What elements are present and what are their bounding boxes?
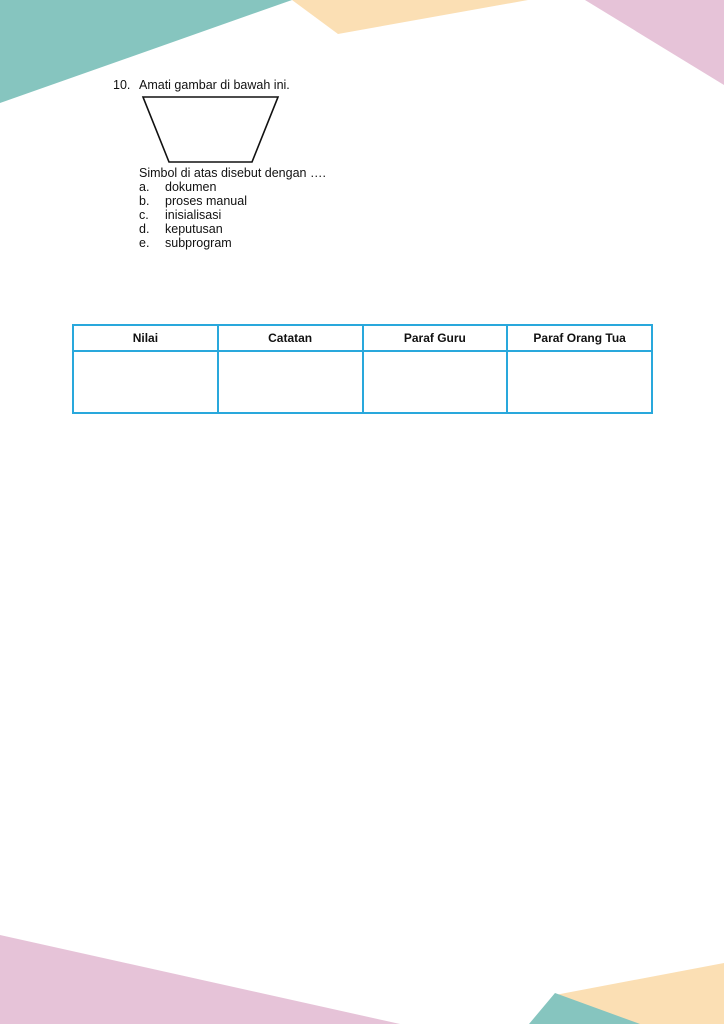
option-letter: b. — [139, 194, 150, 208]
question-stem: Simbol di atas disebut dengan …. — [139, 166, 326, 180]
header-catatan: Catatan — [218, 325, 363, 351]
score-table — [72, 324, 653, 414]
paraf-guru-cell[interactable] — [363, 351, 508, 413]
question-prompt: Amati gambar di bawah ini. — [139, 78, 290, 92]
option-letter: d. — [139, 222, 150, 236]
catatan-cell[interactable] — [218, 351, 363, 413]
question-header — [113, 78, 290, 92]
top-peach-shape — [292, 0, 528, 34]
header-paraf-orang-tua: Paraf Orang Tua — [507, 325, 652, 351]
header-paraf-guru: Paraf Guru — [363, 325, 508, 351]
option-c[interactable] — [139, 208, 326, 222]
option-text: dokumen — [165, 180, 217, 194]
option-text: keputusan — [165, 222, 223, 236]
question-number: 10. — [113, 78, 131, 92]
option-letter: e. — [139, 236, 150, 250]
score-table-header-row — [73, 325, 652, 351]
bottom-left-pink-shape — [0, 935, 400, 1024]
nilai-cell[interactable] — [73, 351, 218, 413]
option-letter: a. — [139, 180, 150, 194]
header-nilai: Nilai — [73, 325, 218, 351]
score-table-row — [73, 351, 652, 413]
option-text: inisialisasi — [165, 208, 222, 222]
option-a[interactable] — [139, 180, 326, 194]
option-letter: c. — [139, 208, 149, 222]
question-body — [139, 166, 326, 250]
option-b[interactable] — [139, 194, 326, 208]
top-right-pink-shape — [585, 0, 724, 85]
option-text: subprogram — [165, 236, 232, 250]
option-text: proses manual — [165, 194, 247, 208]
option-d[interactable] — [139, 222, 326, 236]
option-e[interactable] — [139, 236, 326, 250]
trapezoid-icon — [140, 94, 282, 166]
paraf-orang-tua-cell[interactable] — [507, 351, 652, 413]
question-10 — [113, 78, 290, 92]
